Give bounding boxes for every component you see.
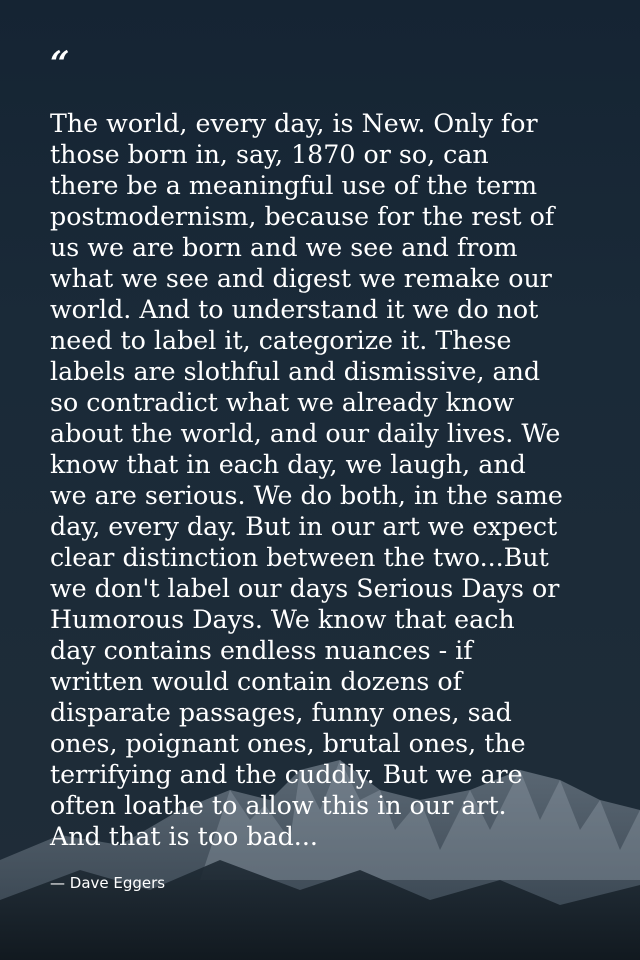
quote-mark: “ [50, 44, 70, 84]
quote-author: — Dave Eggers [50, 874, 166, 892]
quote-text: The world, every day, is New. Only for those born in, say, 1870 or so, can there be a meaningful use of the term postmodernism, because for the rest of us we are born and we see and from what we see and digest we remake our world. And to understand it we do not need to label it, categorize it. These labels are slothful and dismissive, and so contradict what we already know about the world, and our daily lives. We know that in each day, we laugh, and we are serious. We do both, in the same day, every day. But in our art we expect clear distinction between the two...But we don't label our days Serious Days or Humorous Days. We know that each day contains endless nuances - if written would contain dozens of disparate passages, funny ones, sad ones, poignant ones, brutal ones, the terrifying and the cuddly. But we are often loathe to allow this in our art. And that is too bad... [50, 109, 563, 851]
